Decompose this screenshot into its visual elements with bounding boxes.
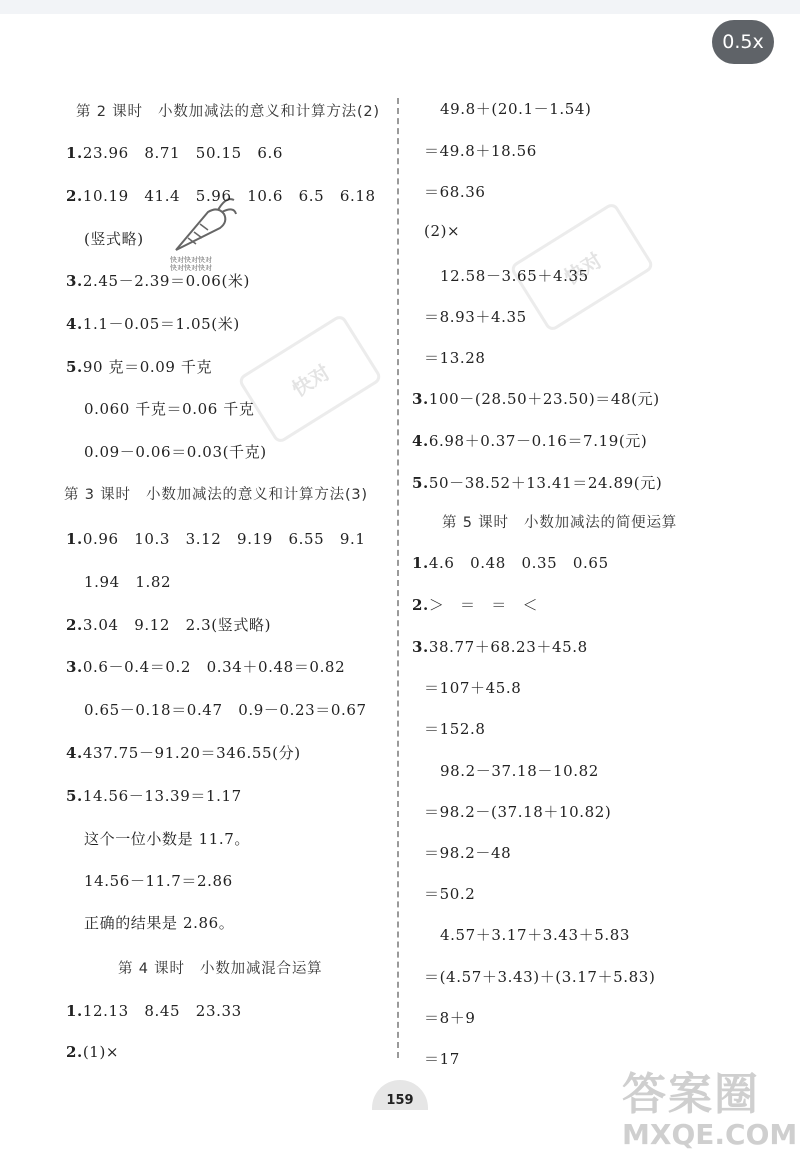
answer-line <box>424 222 460 240</box>
answer-line <box>424 883 475 904</box>
answer-item <box>412 430 647 451</box>
question-number: 5. <box>66 787 83 805</box>
answer-text: 12.13 8.45 23.33 <box>82 1002 242 1020</box>
answer-line <box>424 1007 476 1028</box>
question-number: 3. <box>412 390 429 408</box>
question-number: 4. <box>66 744 83 762</box>
answer-text: 98.2－37.18－10.82 <box>440 762 599 780</box>
answer-line <box>424 306 527 327</box>
answer-line <box>424 181 486 202</box>
answer-item <box>412 636 588 657</box>
answer-line <box>84 699 367 720</box>
answer-line <box>424 842 511 863</box>
answer-line <box>424 801 611 822</box>
answer-text: ＝(4.57＋3.43)＋(3.17＋5.83) <box>424 968 656 986</box>
answer-line <box>424 718 486 739</box>
answer-line <box>84 912 234 933</box>
answer-line <box>84 398 254 419</box>
lesson-heading: 第 5 课时 小数加减法的简便运算 <box>442 515 678 531</box>
answer-text: 12.58－3.65＋4.35 <box>440 267 589 285</box>
answer-line <box>84 870 233 891</box>
question-number: 2. <box>66 187 83 205</box>
answer-line <box>424 966 655 987</box>
answer-text: 0.96 10.3 3.12 9.19 6.55 9.1 <box>82 530 366 548</box>
answer-item <box>412 594 538 615</box>
watermark-stamp: 快对 <box>237 313 383 445</box>
answer-text: ＝8＋9 <box>424 1009 476 1027</box>
answer-text: 4.6 0.48 0.35 0.65 <box>428 554 609 572</box>
answer-text: 38.77＋68.23＋45.8 <box>428 638 588 656</box>
answer-text: 23.96 8.71 50.15 6.6 <box>82 144 283 162</box>
answer-text: 0.6－0.4＝0.2 0.34＋0.48＝0.82 <box>82 658 346 676</box>
answer-text: 100－(28.50＋23.50)＝48(元) <box>428 390 660 408</box>
answer-item <box>412 472 662 493</box>
answer-item <box>66 313 240 334</box>
answer-text: 49.8＋(20.1－1.54) <box>440 100 592 118</box>
answer-text: ＝107＋45.8 <box>424 679 522 697</box>
carrot-watermark-caption: 快对快对快对 快对快对快对 <box>170 256 212 272</box>
answer-item <box>66 528 366 549</box>
answer-line <box>84 571 171 592</box>
question-number: 2. <box>412 596 429 614</box>
question-number: 2. <box>66 616 83 634</box>
answer-line <box>440 265 589 286</box>
answer-text: ＝98.2－(37.18＋10.82) <box>424 803 612 821</box>
answer-text: 2.45－2.39＝0.06(米) <box>82 272 250 290</box>
question-number: 5. <box>66 358 83 376</box>
answer-text: 这个一位小数是 11.7。 <box>84 830 250 848</box>
answer-line <box>424 347 486 368</box>
lesson-heading: 第 3 课时 小数加减法的意义和计算方法(3) <box>64 487 368 503</box>
site-logo-watermark <box>618 1058 798 1152</box>
answer-text: 0.65－0.18＝0.47 0.9－0.23＝0.67 <box>84 701 367 719</box>
answer-text: (1)× <box>82 1043 120 1061</box>
answer-text: 正确的结果是 2.86。 <box>84 914 235 932</box>
answer-text: 50－38.52＋13.41＝24.89(元) <box>428 474 663 492</box>
answer-item <box>66 1000 242 1021</box>
zoom-level-button[interactable]: 0.5x <box>712 20 774 64</box>
answer-text: 1.94 1.82 <box>84 573 172 591</box>
answer-line <box>424 140 537 161</box>
answer-text: ＞ ＝ ＝ ＜ <box>428 596 539 614</box>
question-number: 1. <box>66 144 83 162</box>
question-number: 2. <box>66 1043 83 1061</box>
question-number: 3. <box>412 638 429 656</box>
lesson-heading: 第 2 课时 小数加减法的意义和计算方法(2) <box>76 104 380 120</box>
answer-text: ＝98.2－48 <box>424 844 512 862</box>
answer-text: ＝68.36 <box>424 183 486 201</box>
answer-line <box>440 98 592 119</box>
answer-item <box>412 388 660 409</box>
answer-item <box>66 270 250 291</box>
question-number: 5. <box>412 474 429 492</box>
answer-item <box>66 356 212 377</box>
answer-text: 14.56－13.39＝1.17 <box>82 787 242 805</box>
answer-text: 0.09－0.06＝0.03(千克) <box>84 443 267 461</box>
answer-item <box>412 552 609 573</box>
answer-line <box>84 441 267 462</box>
answer-text: 437.75－91.20＝346.55(分) <box>82 744 301 762</box>
answer-text: ＝50.2 <box>424 885 476 903</box>
viewer-top-strip <box>0 0 800 14</box>
answer-text: 14.56－11.7＝2.86 <box>84 872 233 890</box>
answer-text: 90 克＝0.09 千克 <box>82 358 213 376</box>
answer-text: (竖式略) <box>84 230 144 248</box>
page-number: 159 <box>372 1080 428 1110</box>
answer-text: 10.19 41.4 5.96 10.6 6.5 6.18 <box>82 187 376 205</box>
answer-line <box>84 828 250 849</box>
answer-line <box>440 760 599 781</box>
answer-text: (2)× <box>424 222 461 240</box>
answer-text: ＝13.28 <box>424 349 486 367</box>
logo-url: MXQE.COM <box>622 1118 798 1151</box>
answer-item <box>66 785 242 806</box>
answer-text: 1.1－0.05＝1.05(米) <box>82 315 240 333</box>
column-divider <box>397 98 399 1058</box>
answer-text: 6.98＋0.37－0.16＝7.19(元) <box>428 432 648 450</box>
answer-text: ＝17 <box>424 1050 460 1068</box>
answer-text: ＝8.93＋4.35 <box>424 308 527 326</box>
question-number: 3. <box>66 658 83 676</box>
watermark-stamp: 快对 <box>509 201 655 333</box>
answer-line <box>424 1048 460 1069</box>
answer-line <box>84 228 144 249</box>
answer-text: 4.57＋3.17＋3.43＋5.83 <box>440 926 630 944</box>
answer-text: ＝152.8 <box>424 720 486 738</box>
answer-item <box>66 185 376 206</box>
answer-item <box>66 614 271 635</box>
question-number: 3. <box>66 272 83 290</box>
answer-item <box>66 742 301 763</box>
answer-item <box>66 656 345 677</box>
answer-text: ＝49.8＋18.56 <box>424 142 537 160</box>
question-number: 1. <box>412 554 429 572</box>
answer-line <box>424 677 521 698</box>
lesson-heading: 第 4 课时 小数加减混合运算 <box>118 961 323 977</box>
question-number: 1. <box>66 530 83 548</box>
answer-item <box>66 142 283 163</box>
logo-title: 答案圈 <box>622 1069 760 1120</box>
answer-text: 3.04 9.12 2.3(竖式略) <box>82 616 272 634</box>
answer-text: 0.060 千克＝0.06 千克 <box>84 400 255 418</box>
question-number: 4. <box>66 315 83 333</box>
question-number: 4. <box>412 432 429 450</box>
answer-line <box>440 924 630 945</box>
question-number: 1. <box>66 1002 83 1020</box>
answer-item <box>66 1043 119 1061</box>
